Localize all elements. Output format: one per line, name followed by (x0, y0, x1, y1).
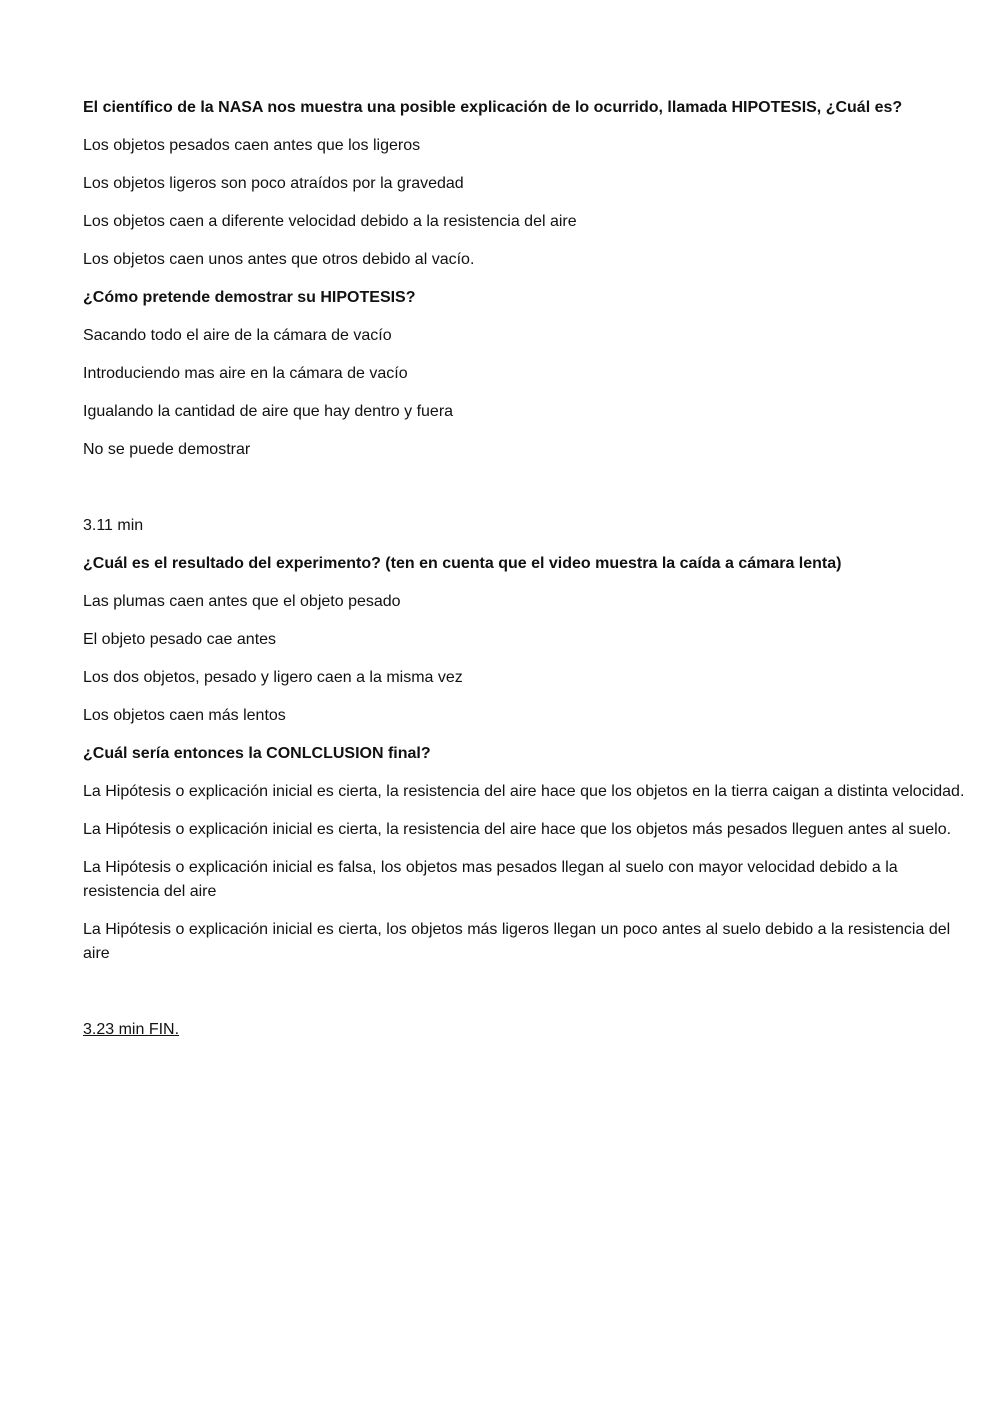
end-marker: 3.23 min FIN. (83, 1021, 180, 1038)
option-4-2: La Hipótesis o explicación inicial es cierta, la resistencia del aire hace que los objetos más pesados lleguen antes al suelo. (83, 821, 952, 838)
spacer (83, 980, 968, 1018)
option-1-1: Los objetos pesados caen antes que los ligeros (83, 137, 421, 154)
option-3-3: Los dos objetos, pesado y ligero caen a la misma vez (83, 669, 463, 686)
spacer (83, 476, 968, 514)
option-1-3: Los objetos caen a diferente velocidad debido a la resistencia del aire (83, 213, 577, 230)
option-3-4: Los objetos caen más lentos (83, 707, 286, 724)
option-4-4: La Hipótesis o explicación inicial es cierta, los objetos más ligeros llegan un poco antes al suelo debido a la resistencia del aire (83, 921, 951, 962)
question-hypothesis: El científico de la NASA nos muestra una posible explicación de lo ocurrido, llamada HIPOTESIS, ¿Cuál es? (83, 99, 903, 116)
option-2-3: Igualando la cantidad de aire que hay dentro y fuera (83, 403, 454, 420)
document-page (83, 96, 968, 1056)
timestamp-3-11: 3.11 min (83, 517, 144, 534)
option-2-2: Introduciendo mas aire en la cámara de vacío (83, 365, 408, 382)
question-result: ¿Cuál es el resultado del experimento? (ten en cuenta que el video muestra la caída a cámara lenta) (83, 555, 842, 572)
option-4-1: La Hipótesis o explicación inicial es cierta, la resistencia del aire hace que los objetos en la tierra caigan a distinta velocidad. (83, 783, 965, 800)
option-4-3: La Hipótesis o explicación inicial es falsa, los objetos mas pesados llegan al suelo con mayor velocidad debido a la resistencia del aire (83, 859, 898, 900)
question-conclusion: ¿Cuál sería entonces la CONLCLUSION final? (83, 745, 431, 762)
option-3-1: Las plumas caen antes que el objeto pesado (83, 593, 401, 610)
option-2-1: Sacando todo el aire de la cámara de vacío (83, 327, 392, 344)
option-1-4: Los objetos caen unos antes que otros debido al vacío. (83, 251, 475, 268)
option-1-2: Los objetos ligeros son poco atraídos por la gravedad (83, 175, 464, 192)
question-demonstrate: ¿Cómo pretende demostrar su HIPOTESIS? (83, 289, 416, 306)
option-3-2: El objeto pesado cae antes (83, 631, 277, 648)
option-2-4: No se puede demostrar (83, 441, 251, 458)
